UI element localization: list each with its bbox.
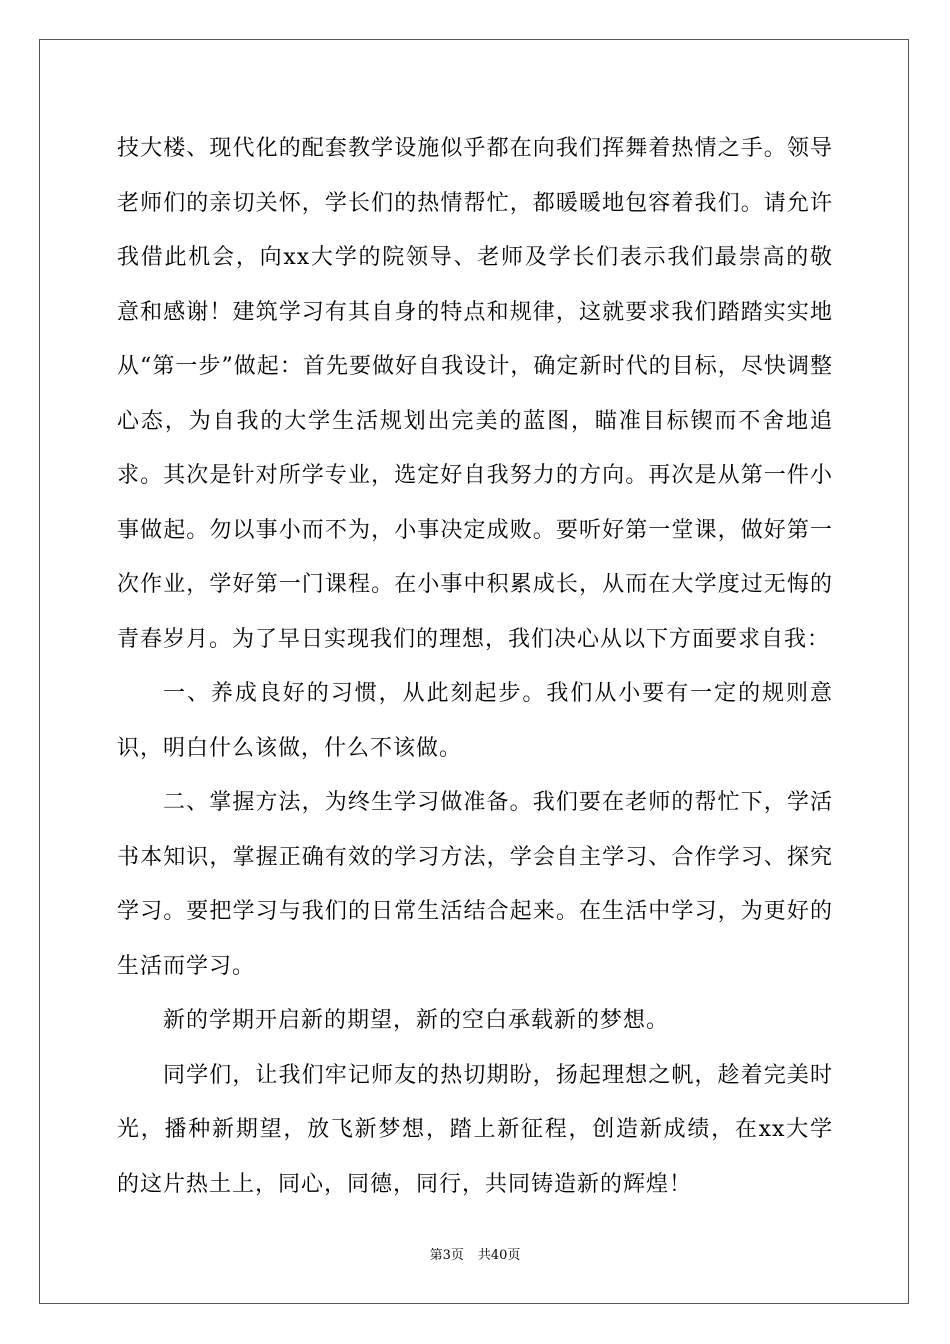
page-footer <box>0 1247 950 1265</box>
page-total: 共40页 <box>477 1248 521 1263</box>
document-body <box>117 122 833 1212</box>
paragraph-point-one: 一、养成良好的习惯，从此刻起步。我们从小要有一定的规则意识，明白什么该做，什么不该做。 <box>117 681 833 761</box>
page-number: 第3页 <box>429 1248 464 1263</box>
paragraph-continuation: 技大楼、现代化的配套教学设施似乎都在向我们挥舞着热情之手。领导老师们的亲切关怀，学长们的热情帮忙，都暖暖地包容着我们。请允许我借此机会，向xx大学的院领导、老师及学长们表示我们最崇高的敬意和感谢！建筑学习有其自身的特点和规律，这就要求我们踏踏实实地从“第一步”做起：首先要做好自我设计，确定新时代的目标，尽快调整心态，为自我的大学生活规划出完美的蓝图，瞄准目标锲而不舍地追求。其次是针对所学专业，选定好自我努力的方向。再次是从第一件小事做起。勿以事小而不为，小事决定成败。要听好第一堂课，做好第一次作业，学好第一门课程。在小事中积累成长，从而在大学度过无悔的青春岁月。为了早日实现我们的理想，我们决心从以下方面要求自我： <box>117 136 833 652</box>
paragraph-new-semester: 新的学期开启新的期望，新的空白承载新的梦想。 <box>163 1008 670 1033</box>
paragraph-closing: 同学们，让我们牢记师友的热切期盼，扬起理想之帆，趁着完美时光，播种新期望，放飞新梦想，踏上新征程，创造新成绩，在xx大学的这片热土上，同心，同德，同行，共同铸造新的辉煌！ <box>117 1062 833 1197</box>
paragraph-point-two: 二、掌握方法，为终生学习做准备。我们要在老师的帮忙下，学活书本知识，掌握正确有效的学习方法，学会自主学习、合作学习、探究学习。要把学习与我们的日常生活结合起来。在生活中学习，为更好的生活而学习。 <box>117 790 833 979</box>
